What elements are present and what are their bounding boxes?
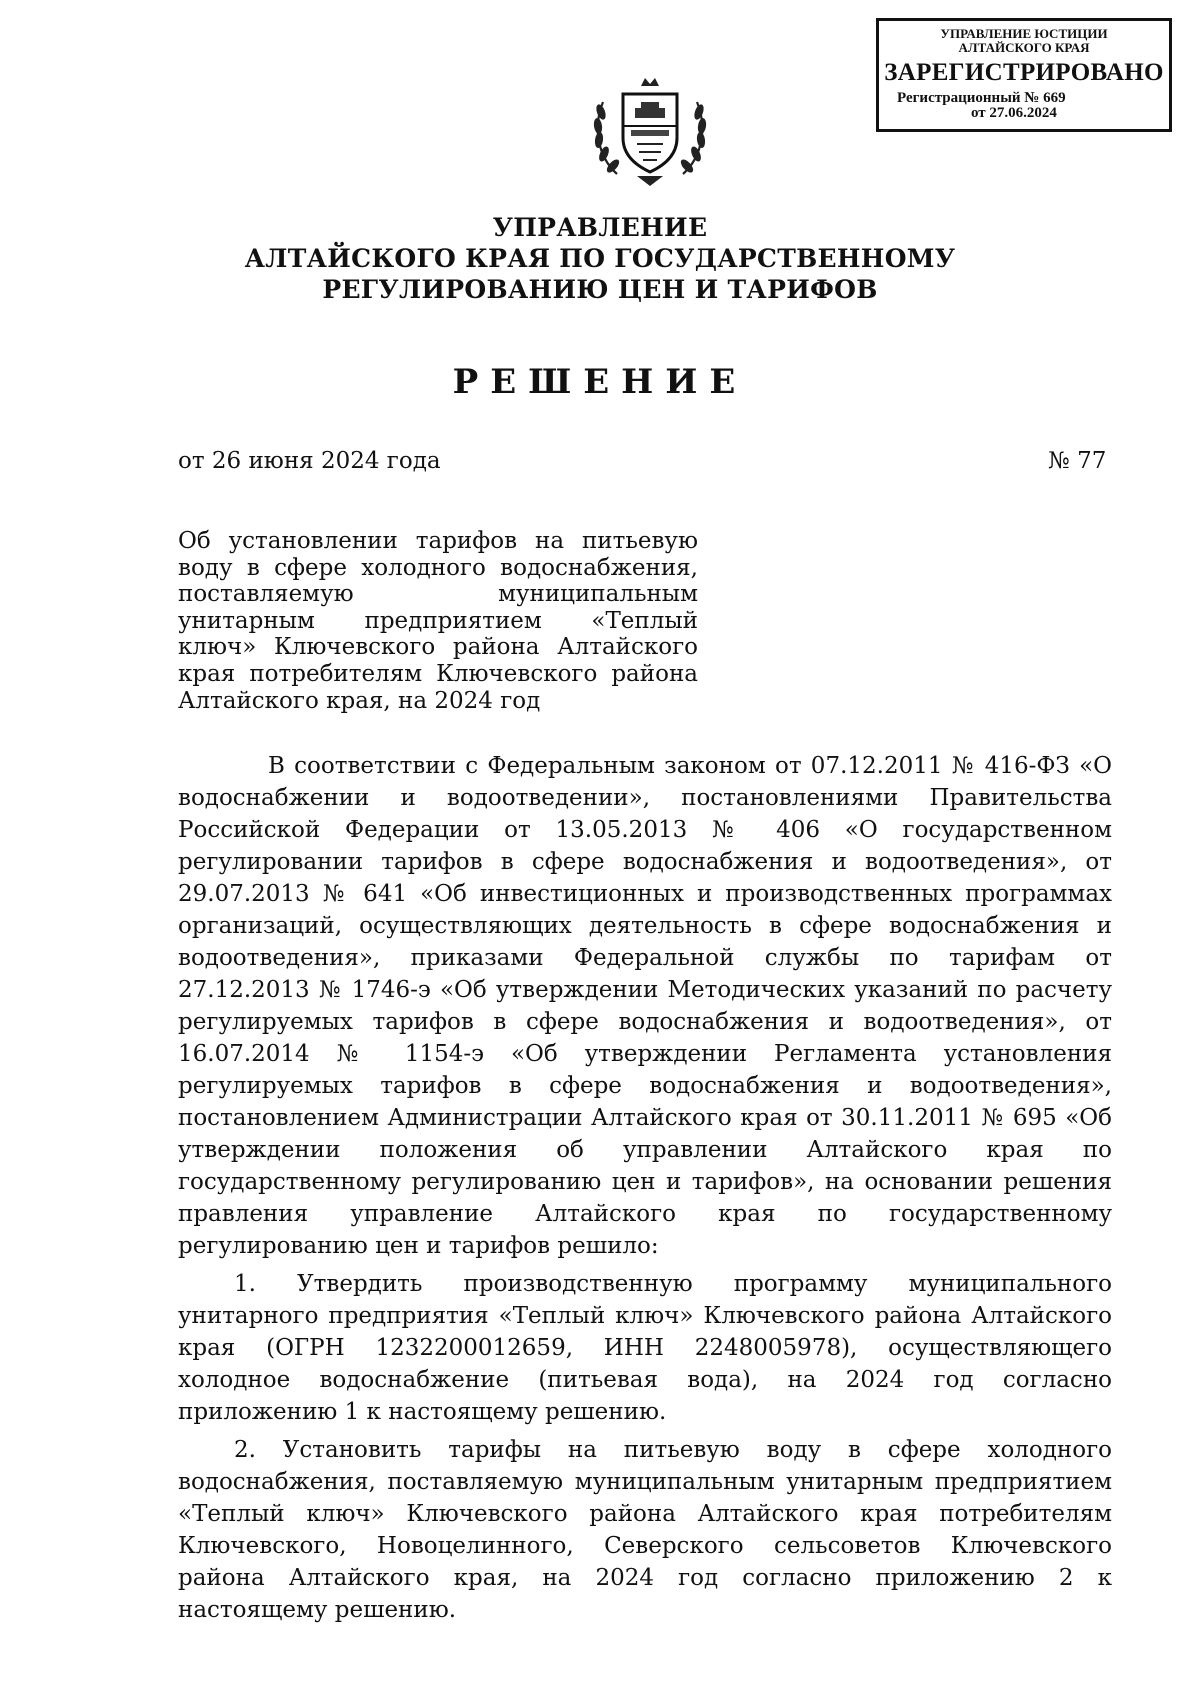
- document-date: от 26 июня 2024 года: [178, 448, 441, 474]
- stamp-reg-number: Регистрационный № 669: [897, 89, 1066, 106]
- org-line-1: УПРАВЛЕНИЕ: [492, 213, 708, 242]
- stamp-line-2: АЛТАЙСКОГО КРАЯ: [958, 39, 1090, 55]
- item-2-paragraph: 2. Установить тарифы на питьевую воду в сфере холодного водоснабжения, поставляемую муниципальным унитарным предприятием «Теплый ключ» Ключевского района Алтайского края потребителям Ключевского, Новоцелинного, Северского сельсоветов Ключевского района Алтайского края, на 2024 год согласно приложению 2 к настоящему решению.: [178, 1437, 1112, 1623]
- preamble-paragraph: В соответствии с Федеральным законом от 07.12.2011 № 416-ФЗ «О водоснабжении и водоотведении», постановлениями Правительства Российской Федерации от 13.05.2013 № 406 «О государственном регулировании тарифов в сфере водоснабжения и водоотведения», от 29.07.2013 № 641 «Об инвестиционных и производственных программах организаций, осуществляющих деятельность в сфере водоснабжения и водоотведения», приказами Федеральной службы по тарифам от 27.12.2013 № 1746-э «Об утверждении Методических указаний по расчету регулируемых тарифов в сфере водоснабжения и водоотведения», от 16.07.2014 № 1154-э «Об утверждении Регламента установления регулируемых тарифов в сфере водоснабжения и водоотведения», постановлением Администрации Алтайского края от 30.11.2011 № 695 «Об утверждении положения об управлении Алтайского края по государственному регулированию цен и тарифов», на основании решения правления управление Алтайского края по государственному регулированию цен и тарифов решило:: [178, 753, 1112, 1259]
- document-body: [178, 750, 1112, 1626]
- org-line-3: РЕГУЛИРОВАНИЮ ЦЕН И ТАРИФОВ: [322, 275, 878, 304]
- document-type-title: РЕШЕНИЕ: [452, 362, 748, 402]
- document-number: № 77: [1048, 448, 1107, 474]
- coat-of-arms-icon: [587, 68, 713, 194]
- stamp-line-1: УПРАВЛЕНИЕ ЮСТИЦИИ: [940, 26, 1108, 41]
- document-subject: Об установлении тарифов на питьевую воду в сфере холодного водоснабжения, поставляемую муниципальным унитарным предприятием «Теплый ключ» Ключевского района Алтайского края потребителям Ключевского района Алтайского края, на 2024 год: [178, 528, 698, 714]
- stamp-status: ЗАРЕГИСТРИРОВАНО: [884, 59, 1164, 87]
- stamp-reg-date: от 27.06.2024: [971, 105, 1057, 122]
- item-1-paragraph: 1. Утвердить производственную программу муниципального унитарного предприятия «Теплый ключ» Ключевского района Алтайского края (ОГРН 1232200012659, ИНН 2248005978), осуществляющего холодное водоснабжение (питьевая вода), на 2024 год согласно приложению 1 к настоящему решению.: [178, 1271, 1112, 1425]
- org-line-2: АЛТАЙСКОГО КРАЯ ПО ГОСУДАРСТВЕННОМУ: [244, 244, 956, 273]
- registration-stamp: [876, 18, 1172, 132]
- organization-name: [150, 212, 1050, 305]
